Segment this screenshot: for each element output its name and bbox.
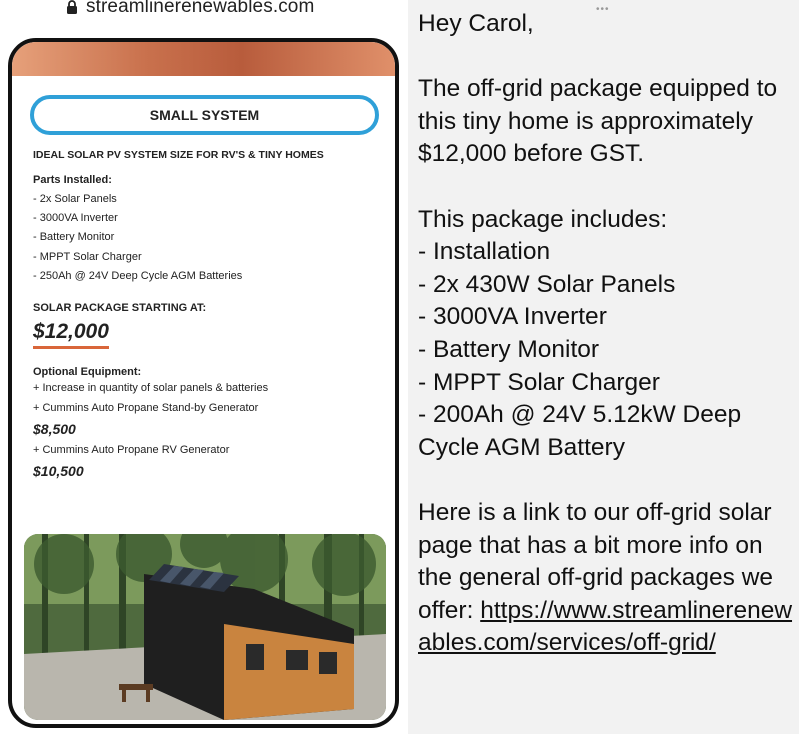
system-subtitle: IDEAL SOLAR PV SYSTEM SIZE FOR RV'S & TINY HOMES bbox=[33, 149, 324, 161]
tiny-home-photo bbox=[24, 534, 386, 720]
list-item: - Installation bbox=[418, 238, 551, 266]
system-title-pill bbox=[30, 95, 379, 135]
link-paragraph bbox=[418, 497, 796, 660]
list-item: - 2x Solar Panels bbox=[33, 193, 117, 205]
url-text: streamlinerenewables.com bbox=[86, 0, 315, 17]
list-item: - 2x 430W Solar Panels bbox=[418, 270, 676, 298]
off-grid-link[interactable]: https://www.streamlinerenewables.com/services/off-grid/ bbox=[418, 596, 793, 657]
more-dots-icon[interactable]: ••• bbox=[596, 4, 610, 15]
link-intro: Here is a link to our off-grid solar page that has a bit more info on the general off-grid packages we offer: bbox=[418, 498, 774, 624]
parts-heading: Parts Installed: bbox=[33, 174, 112, 186]
message-body bbox=[418, 8, 796, 660]
optional-price: $8,500 bbox=[33, 421, 76, 438]
list-item: - MPPT Solar Charger bbox=[418, 368, 660, 396]
system-title: SMALL SYSTEM bbox=[149, 107, 260, 123]
copper-header-band bbox=[12, 42, 395, 76]
list-item: - MPPT Solar Charger bbox=[33, 250, 142, 263]
package-price: $12,000 bbox=[33, 320, 109, 349]
list-item: - 200Ah @ 24V 5.12kW Deep Cycle AGM Battery bbox=[418, 401, 742, 461]
lock-icon bbox=[66, 0, 78, 14]
list-item: - Battery Monitor bbox=[418, 335, 600, 363]
optional-item: + Cummins Auto Propane RV Generator bbox=[33, 444, 230, 457]
includes-heading: This package includes: bbox=[418, 205, 668, 233]
address-bar[interactable] bbox=[66, 0, 314, 18]
list-item: - 250Ah @ 24V Deep Cycle AGM Batteries bbox=[33, 269, 243, 282]
optional-item: + Cummins Auto Propane Stand-by Generator bbox=[33, 402, 259, 415]
phone-frame bbox=[8, 38, 399, 728]
list-item: - Battery Monitor bbox=[33, 231, 115, 244]
parts-list bbox=[33, 190, 383, 286]
optional-heading: Optional Equipment: bbox=[33, 366, 142, 379]
product-details bbox=[33, 148, 383, 482]
optional-item: + Increase in quantity of solar panels & batteries bbox=[33, 382, 269, 395]
list-item: - 3000VA Inverter bbox=[33, 212, 118, 225]
optional-price: $10,500 bbox=[33, 463, 84, 480]
message-paragraph: The off-grid package equipped to this tiny home is approximately $12,000 before GST. bbox=[418, 75, 778, 168]
list-item: - 3000VA Inverter bbox=[418, 303, 607, 331]
message-panel bbox=[408, 0, 799, 734]
message-greeting: Hey Carol, bbox=[418, 10, 534, 37]
package-heading: SOLAR PACKAGE STARTING AT: bbox=[33, 302, 207, 315]
